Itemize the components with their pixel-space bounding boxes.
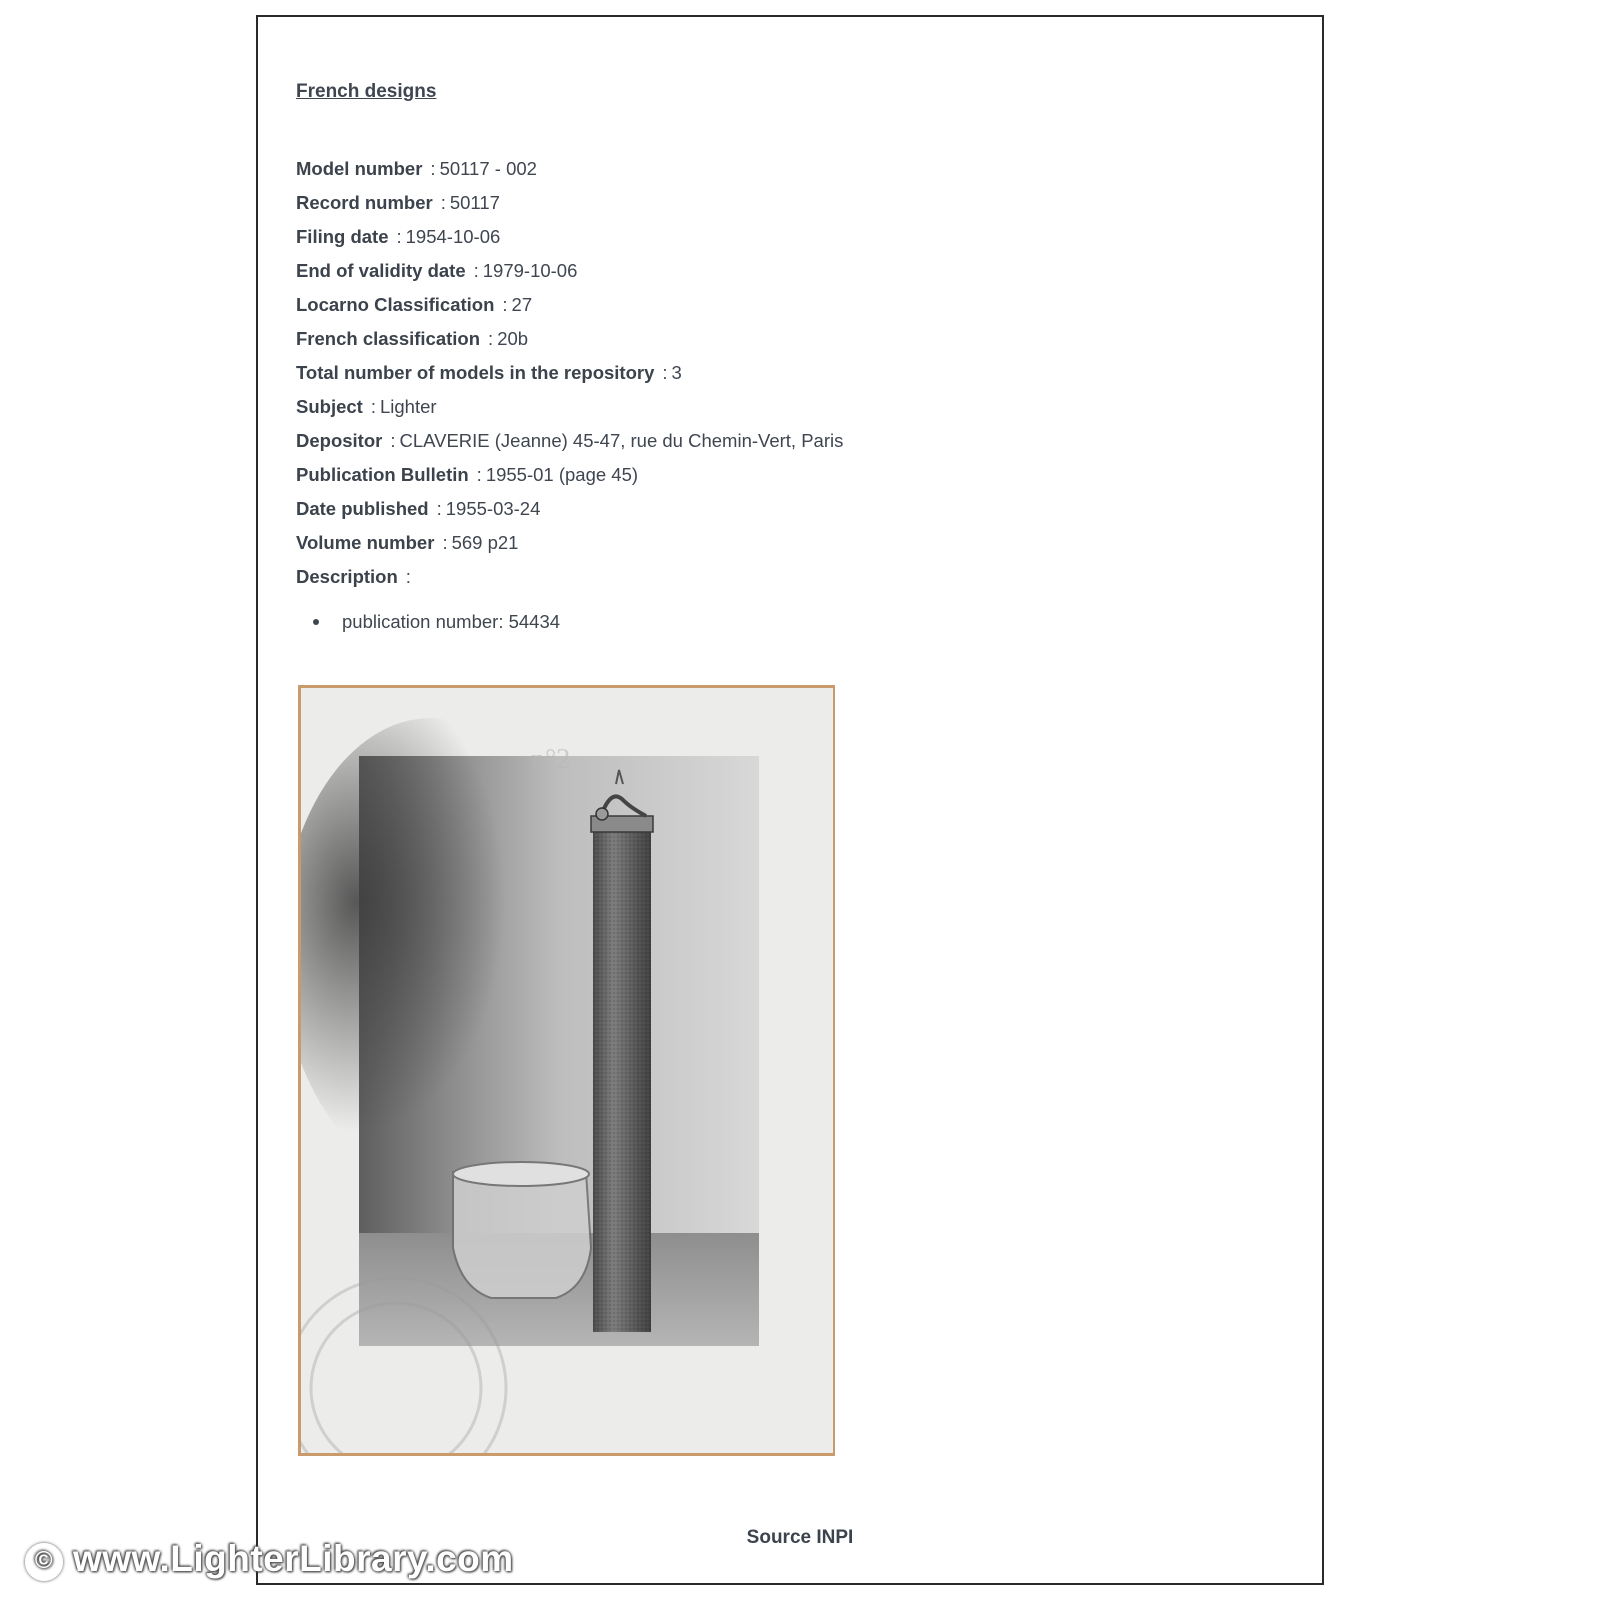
field-value: CLAVERIE (Jeanne) 45-47, rue du Chemin-Vert, Paris (399, 430, 844, 451)
field-label: Description (296, 566, 398, 587)
field-separator: : (440, 192, 446, 213)
description-list (313, 611, 560, 633)
field-label: Total number of models in the repository (296, 362, 655, 383)
glass-bowl-rim (453, 1162, 589, 1186)
field-label: Date published (296, 498, 429, 519)
field-label: Record number (296, 192, 433, 213)
bullet-icon (313, 619, 319, 625)
field-row (296, 560, 843, 594)
lighter-photo-illustration (301, 688, 832, 1453)
field-separator: : (390, 430, 396, 451)
source-caption: Source INPI (746, 1527, 854, 1548)
field-value: 569 p21 (451, 532, 519, 553)
field-row (296, 186, 843, 220)
document-heading: French designs (296, 81, 437, 102)
field-label: End of validity date (296, 260, 466, 281)
field-value: 20b (497, 328, 529, 349)
glass-bowl (453, 1172, 591, 1298)
field-separator: : (430, 158, 436, 179)
field-separator: : (436, 498, 442, 519)
field-value: 1955-01 (page 45) (485, 464, 639, 485)
field-label: Filing date (296, 226, 389, 247)
field-label: Publication Bulletin (296, 464, 469, 485)
field-value: 1954-10-06 (405, 226, 501, 247)
watermark-text: www.LighterLibrary.com (73, 1538, 514, 1579)
lighter-wheel (596, 808, 608, 820)
field-row (296, 254, 843, 288)
field-row (296, 458, 843, 492)
field-row (296, 288, 843, 322)
field-row (296, 356, 843, 390)
faint-handwriting: n°2 (531, 744, 571, 775)
field-label: Depositor (296, 430, 383, 451)
field-separator: : (405, 566, 411, 587)
field-value: 1979-10-06 (482, 260, 578, 281)
field-label: Volume number (296, 532, 435, 553)
field-value: 1955-03-24 (445, 498, 541, 519)
field-value: Lighter (379, 396, 437, 417)
field-label: Locarno Classification (296, 294, 495, 315)
field-row (296, 152, 843, 186)
field-value: 50117 (449, 192, 500, 213)
photo-card (301, 688, 833, 1453)
field-separator: : (476, 464, 482, 485)
watermark (25, 1538, 514, 1581)
copyright-icon: © (25, 1543, 63, 1581)
field-row (296, 322, 843, 356)
field-value: 50117 - 002 (439, 158, 537, 179)
description-item-text: publication number: 54434 (342, 611, 561, 632)
field-separator: : (488, 328, 494, 349)
field-row (296, 492, 843, 526)
design-photo (298, 685, 835, 1456)
field-list (296, 152, 843, 594)
field-value: 27 (511, 294, 533, 315)
field-row (296, 390, 843, 424)
field-row (296, 526, 843, 560)
list-item (313, 611, 560, 633)
field-label: Model number (296, 158, 423, 179)
field-separator: : (370, 396, 376, 417)
document-page (256, 15, 1324, 1585)
field-separator: : (662, 362, 668, 383)
field-separator: : (473, 260, 479, 281)
field-row (296, 424, 843, 458)
field-label: Subject (296, 396, 363, 417)
field-value: 3 (671, 362, 682, 383)
field-separator: : (442, 532, 448, 553)
field-separator: : (396, 226, 402, 247)
lighter-leather-texture (593, 830, 651, 1332)
field-label: French classification (296, 328, 481, 349)
field-row (296, 220, 843, 254)
field-separator: : (502, 294, 508, 315)
